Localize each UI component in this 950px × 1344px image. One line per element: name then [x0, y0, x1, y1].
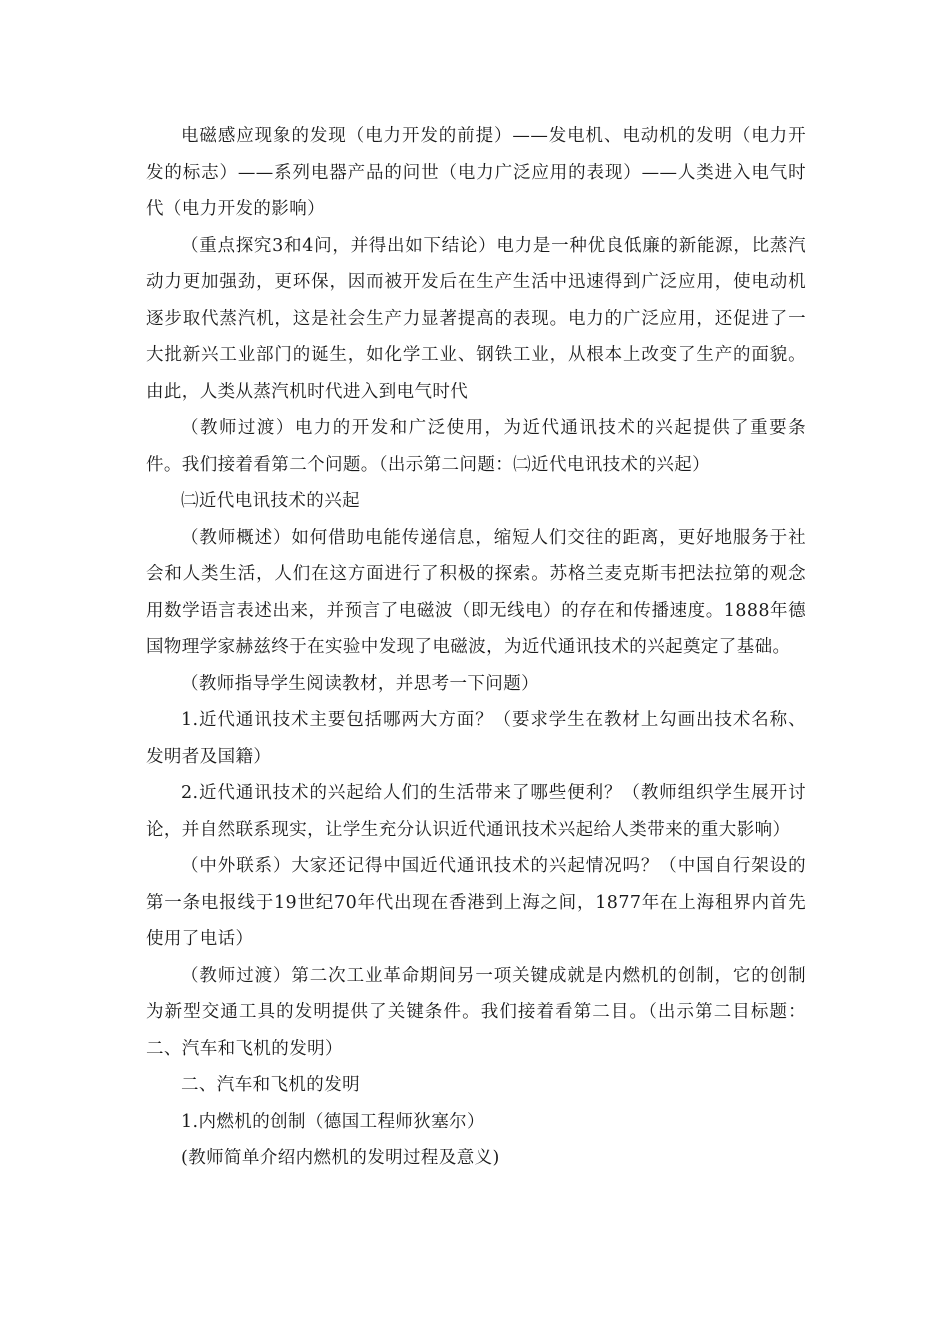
question-2: 2.近代通讯技术的兴起给人们的生活带来了哪些便利？（教师组织学生展开讨论，并自然联系现实，让学生充分认识近代通讯技术兴起给人类带来的重大影响）	[146, 783, 806, 840]
paragraph-teacher-transition-2: （教师过渡）第二次工业革命期间另一项关键成就是内燃机的创制，它的创制为新型交通工具的发明提供了关键条件。我们接着看第二目。（出示第二目标题：二、汽车和飞机的发明）	[146, 965, 806, 1059]
paragraph-teacher-transition-1: （教师过渡）电力的开发和广泛使用，为近代通讯技术的兴起提供了重要条件。我们接着看第二个问题。（出示第二问题：㈡近代电讯技术的兴起）	[146, 418, 806, 475]
paragraph-teacher-overview: （教师概述）如何借助电能传递信息，缩短人们交往的距离，更好地服务于社会和人类生活，人们在这方面进行了积极的探索。苏格兰麦克斯韦把法拉第的观念用数学语言表述出来，并预言了电磁波（即无线电）的存在和传播速度。1888年德国物理学家赫兹终于在实验中发现了电磁波，为近代通讯技术的兴起奠定了基础。	[146, 527, 806, 657]
section-heading-cars-planes: 二、汽车和飞机的发明	[181, 1075, 360, 1095]
subsection-internal-combustion: 1.内燃机的创制（德国工程师狄塞尔）	[181, 1111, 485, 1132]
question-1: 1.近代通讯技术主要包括哪两大方面？（要求学生在教材上勾画出技术名称、发明者及国籍）	[146, 710, 806, 767]
paragraph-reading-guidance: （教师指导学生阅读教材，并思考一下问题）	[181, 673, 539, 694]
section-heading-telecom: ㈡近代电讯技术的兴起	[181, 491, 360, 511]
paragraph-electric-development-chain: 电磁感应现象的发现（电力开发的前提）——发电机、电动机的发明（电力开发的标志）——系列电器产品的问世（电力广泛应用的表现）——人类进入电气时代（电力开发的影响）	[146, 126, 806, 219]
paragraph-teacher-intro: (教师简单介绍内燃机的发明过程及意义)	[181, 1148, 500, 1168]
paragraph-china-connection: （中外联系）大家还记得中国近代通讯技术的兴起情况吗？（中国自行架设的第一条电报线于19世纪70年代出现在香港到上海之间，1877年在上海租界内首先使用了电话）	[146, 856, 806, 949]
paragraph-key-conclusion: （重点探究3和4问，并得出如下结论）电力是一种优良低廉的新能源，比蒸汽动力更加强劲，更环保，因而被开发后在生产生活中迅速得到广泛应用，使电动机逐步取代蒸汽机，这是社会生产力显著提高的表现。电力的广泛应用，还促进了一大批新兴工业部门的诞生，如化学工业、钢铁工业，从根本上改变了生产的面貌。由此，人类从蒸汽机时代进入到电气时代	[146, 235, 806, 402]
document-body	[146, 118, 806, 1177]
